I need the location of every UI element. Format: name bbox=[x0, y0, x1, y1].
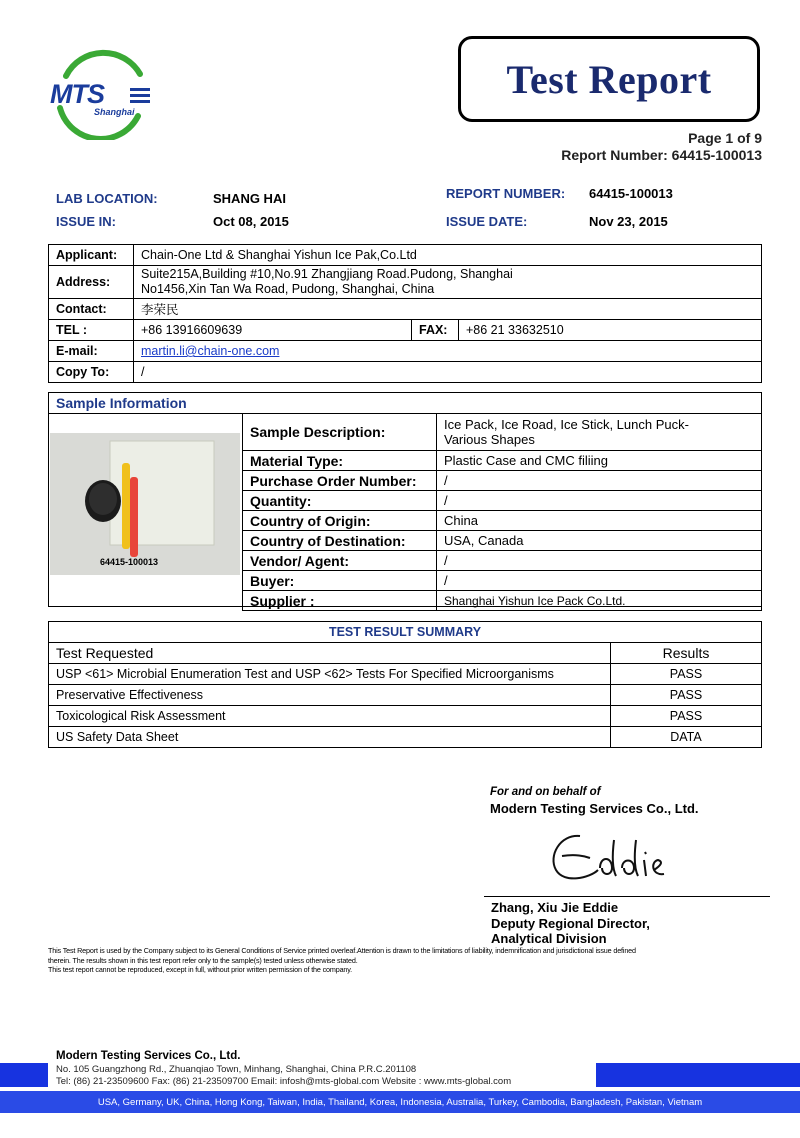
test-result-summary-title: TEST RESULT SUMMARY bbox=[49, 622, 762, 643]
sample-row bbox=[243, 511, 762, 531]
sample-description-line: Ice Pack, Ice Road, Ice Stick, Lunch Puck- bbox=[444, 417, 689, 432]
country-of-origin-value: China bbox=[437, 511, 762, 531]
fax-label: FAX: bbox=[412, 320, 459, 341]
sample-row bbox=[243, 451, 762, 471]
sample-row bbox=[243, 414, 762, 451]
tel-label: TEL : bbox=[49, 320, 134, 341]
country-of-destination-label: Country of Destination: bbox=[243, 531, 437, 551]
footer-address: No. 105 Guangzhong Rd., Zhuanqiao Town, Minhang, Shanghai, China P.R.C.201108 bbox=[56, 1064, 417, 1075]
sample-description-line: Various Shapes bbox=[444, 432, 535, 447]
address-line2: No1456,Xin Tan Wa Road, Pudong, Shanghai, China bbox=[141, 282, 435, 296]
sample-row bbox=[243, 491, 762, 511]
contact-value: 李荣民 bbox=[134, 299, 762, 320]
quantity-label: Quantity: bbox=[243, 491, 437, 511]
signatory-name: Zhang, Xiu Jie Eddie bbox=[491, 900, 619, 915]
email-cell bbox=[134, 341, 762, 362]
applicant-value: Chain-One Ltd & Shanghai Yishun Ice Pak,Co.Ltd bbox=[134, 245, 762, 266]
result-row bbox=[49, 706, 762, 727]
signatory bbox=[491, 900, 650, 947]
supplier-label: Supplier : bbox=[243, 591, 437, 611]
copy-to-row bbox=[49, 362, 762, 383]
sample-row bbox=[243, 551, 762, 571]
result-value: PASS bbox=[611, 706, 762, 727]
disclaimer-line: This test report cannot be reproduced, except in full, without prior written permission of the company. bbox=[48, 965, 353, 974]
quantity-value: / bbox=[437, 491, 762, 511]
sample-row bbox=[243, 471, 762, 491]
signatory-title: Deputy Regional Director, bbox=[491, 915, 650, 931]
disclaimer bbox=[48, 946, 800, 975]
report-number-label: REPORT NUMBER: bbox=[446, 186, 566, 201]
handwritten-signature bbox=[540, 826, 700, 892]
country-of-destination-value: USA, Canada bbox=[437, 531, 762, 551]
signature-block bbox=[490, 786, 699, 816]
result-row bbox=[49, 685, 762, 706]
result-value: PASS bbox=[611, 664, 762, 685]
lab-location-value: SHANG HAI bbox=[213, 191, 286, 206]
copy-to-label: Copy To: bbox=[49, 362, 134, 383]
result-test: US Safety Data Sheet bbox=[49, 727, 611, 748]
sample-information-section bbox=[48, 392, 762, 607]
sample-details-table bbox=[242, 413, 762, 611]
logo-text: MTS bbox=[50, 79, 104, 109]
ice-pack-photo-icon bbox=[50, 433, 240, 575]
disclaimer-line: This Test Report is used by the Company subject to its General Conditions of Service printed overleaf.Attention is drawn to the limitations of liability, indemnification and jurisdictional issue defined bbox=[48, 946, 636, 955]
address-line1: Suite215A,Building #10,No.91 Zhangjiang Road.Pudong, Shanghai bbox=[141, 267, 513, 281]
address-row bbox=[49, 266, 762, 299]
on-behalf-text: For and on behalf of bbox=[490, 786, 601, 798]
result-title-row bbox=[49, 622, 762, 643]
material-type-value: Plastic Case and CMC filiing bbox=[437, 451, 762, 471]
test-result-summary-table bbox=[48, 621, 762, 748]
test-requested-header: Test Requested bbox=[49, 643, 611, 664]
signatory-division: Analytical Division bbox=[491, 931, 607, 946]
fax-value: +86 21 33632510 bbox=[459, 320, 762, 341]
tel-value: +86 13916609639 bbox=[134, 320, 412, 341]
disclaimer-line: therein. The results shown in this test report refer only to the sample(s) tested unless otherwise stated. bbox=[48, 955, 358, 965]
email-link[interactable]: martin.li@chain-one.com bbox=[141, 344, 280, 358]
purchase-order-label: Purchase Order Number: bbox=[243, 471, 437, 491]
purchase-order-value: / bbox=[437, 471, 762, 491]
sample-information-title: Sample Information bbox=[49, 393, 761, 414]
issue-date-label: ISSUE DATE: bbox=[446, 214, 528, 229]
vendor-agent-label: Vendor/ Agent: bbox=[243, 551, 437, 571]
results-header: Results bbox=[611, 643, 762, 664]
sample-row bbox=[243, 531, 762, 551]
page-info bbox=[561, 130, 762, 164]
signing-company: Modern Testing Services Co., Ltd. bbox=[490, 801, 699, 816]
result-test: Toxicological Risk Assessment bbox=[49, 706, 611, 727]
report-number-value: 64415-100013 bbox=[589, 186, 673, 201]
issue-in-value: Oct 08, 2015 bbox=[213, 214, 289, 229]
footer-band-left bbox=[0, 1063, 48, 1087]
result-test: Preservative Effectiveness bbox=[49, 685, 611, 706]
report-title: Test Report bbox=[506, 56, 712, 102]
address-value bbox=[134, 266, 762, 299]
result-value: PASS bbox=[611, 685, 762, 706]
contact-row bbox=[49, 299, 762, 320]
footer-company: Modern Testing Services Co., Ltd. bbox=[56, 1050, 241, 1062]
sample-photo bbox=[50, 433, 240, 575]
footer-tel-fax: Tel: (86) 21-23509600 Fax: (86) 21-23509700 Email: infosh@mts-global.com Website : www.mts-global.com bbox=[56, 1076, 512, 1087]
sample-photo-caption: 64415-100013 bbox=[100, 557, 159, 567]
email-label: E-mail: bbox=[49, 341, 134, 362]
material-type-label: Material Type: bbox=[243, 451, 437, 471]
report-number-header: Report Number: 64415-100013 bbox=[561, 147, 762, 163]
tel-row bbox=[49, 320, 762, 341]
signature-line bbox=[484, 896, 770, 897]
signature-icon bbox=[540, 826, 700, 892]
result-value: DATA bbox=[611, 727, 762, 748]
address-label: Address: bbox=[49, 266, 134, 299]
contact-label: Contact: bbox=[49, 299, 134, 320]
lab-location-label: LAB LOCATION: bbox=[56, 191, 158, 206]
applicant-label: Applicant: bbox=[49, 245, 134, 266]
mts-logo bbox=[48, 48, 152, 140]
result-row bbox=[49, 727, 762, 748]
footer-band-right bbox=[596, 1063, 800, 1087]
result-test: USP <61> Microbial Enumeration Test and USP <62> Tests For Specified Microorganisms bbox=[49, 664, 611, 685]
logo-subtext: Shanghai bbox=[94, 107, 135, 117]
footer-countries: USA, Germany, UK, China, Hong Kong, Taiwan, India, Thailand, Korea, Indonesia, Australia, Turkey, Cambodia, Bangladesh, Pakistan, Vietnam bbox=[97, 1097, 703, 1108]
sample-description-value bbox=[437, 414, 762, 451]
footer-contact bbox=[56, 1064, 511, 1088]
supplier-value: Shanghai Yishun Ice Pack Co.Ltd. bbox=[437, 591, 762, 611]
issue-date-value: Nov 23, 2015 bbox=[589, 214, 668, 229]
report-title-box bbox=[458, 36, 760, 122]
sample-row bbox=[243, 591, 762, 611]
sample-description-label: Sample Description: bbox=[243, 414, 437, 451]
result-row bbox=[49, 664, 762, 685]
sample-row bbox=[243, 571, 762, 591]
email-row bbox=[49, 341, 762, 362]
buyer-label: Buyer: bbox=[243, 571, 437, 591]
country-of-origin-label: Country of Origin: bbox=[243, 511, 437, 531]
applicant-table bbox=[48, 244, 762, 383]
page-number: Page 1 of 9 bbox=[688, 130, 762, 146]
applicant-row bbox=[49, 245, 762, 266]
issue-in-label: ISSUE IN: bbox=[56, 214, 116, 229]
vendor-agent-value: / bbox=[437, 551, 762, 571]
buyer-value: / bbox=[437, 571, 762, 591]
result-header-row bbox=[49, 643, 762, 664]
copy-to-value: / bbox=[134, 362, 762, 383]
